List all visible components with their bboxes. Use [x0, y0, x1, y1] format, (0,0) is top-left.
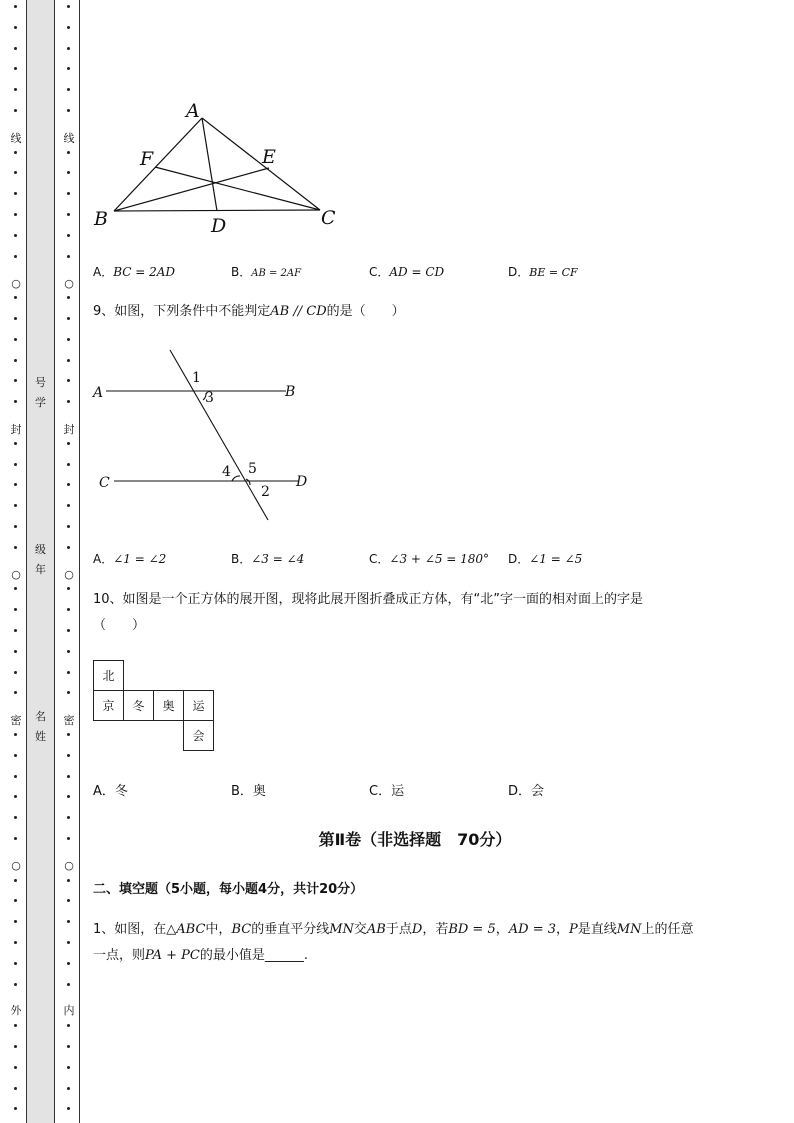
line-label: A: [93, 385, 104, 401]
binding-dot: [14, 379, 17, 382]
q8-option-a[interactable]: A．BC = 2AD: [93, 265, 176, 279]
binding-dot: [67, 359, 70, 362]
binding-dot: [67, 1045, 70, 1048]
binding-dot: [14, 691, 17, 694]
binding-dot: [14, 109, 17, 112]
net-cell: 京: [94, 691, 124, 721]
option-expr: BC = 2AD: [113, 265, 176, 279]
binding-dot: [14, 151, 17, 154]
part2-title: 第Ⅱ卷（非选择题 70分）: [318, 830, 512, 849]
binding-dot: [67, 192, 70, 195]
net-cell: 冬: [124, 691, 154, 721]
binding-dot: [14, 88, 17, 91]
binding-dot: [14, 483, 17, 486]
right-glyph: ○: [64, 859, 74, 872]
binding-dot: [14, 816, 17, 819]
binding-dot: [14, 962, 17, 965]
right-glyph: 密: [63, 714, 75, 727]
binding-dot: [67, 816, 70, 819]
binding-dot: [67, 629, 70, 632]
q8-option-b[interactable]: B．AB = 2AF: [231, 265, 302, 279]
left-glyph: ○: [11, 568, 21, 581]
binding-dot: [14, 775, 17, 778]
option-expr: ∠3 = ∠4: [251, 552, 305, 566]
binding-dot: [14, 1066, 17, 1069]
binding-dot: [67, 400, 70, 403]
q10-option-d[interactable]: D．会: [508, 784, 545, 799]
q10-line1: 10、如图是一个正方体的展开图，现将此展开图折叠成正方体，有“北”字一面的相对面上的字是: [93, 592, 644, 607]
cube-net: [93, 660, 214, 751]
binding-dot: [14, 1087, 17, 1090]
binding-dot: [67, 879, 70, 882]
binding-dot: [67, 1107, 70, 1110]
binding-dot: [14, 463, 17, 466]
binding-dot: [14, 525, 17, 528]
option-expr: AD = CD: [389, 265, 445, 279]
binding-dot: [14, 1107, 17, 1110]
binding-dot: [14, 338, 17, 341]
line-label: C: [99, 475, 110, 491]
binding-dot: [67, 546, 70, 549]
point-label: E: [262, 146, 276, 168]
q9-option-c[interactable]: C．∠3 + ∠5 = 180°: [369, 552, 490, 566]
binding-dot: [67, 109, 70, 112]
binding-dot: [67, 234, 70, 237]
left-glyph: ○: [11, 277, 21, 290]
binding-dot: [67, 67, 70, 70]
strip-label: 名: [35, 710, 46, 723]
binding-dot: [14, 359, 17, 362]
section2-heading: 二、填空题（5小题，每小题4分，共计20分）: [93, 882, 364, 897]
answer-blank[interactable]: 的最小值是______.: [199, 948, 308, 963]
binding-dot: [67, 338, 70, 341]
binding-dot: [67, 671, 70, 674]
triangle-figure: [88, 95, 348, 240]
line-label: D: [296, 474, 308, 490]
binding-dot: [67, 26, 70, 29]
binding-dot: [67, 463, 70, 466]
binding-dot: [14, 1045, 17, 1048]
left-glyph: 封: [10, 423, 22, 436]
left-glyph: ○: [11, 859, 21, 872]
left-glyph: 密: [10, 714, 22, 727]
binding-dot: [67, 608, 70, 611]
binding-dot: [67, 691, 70, 694]
q9-option-a[interactable]: A．∠1 = ∠2: [93, 552, 167, 566]
margin-rule: [79, 0, 80, 1123]
binding-dot: [67, 775, 70, 778]
binding-dot: [67, 171, 70, 174]
net-cell: 运: [184, 691, 214, 721]
binding-dot: [67, 795, 70, 798]
binding-dot: [67, 733, 70, 736]
right-glyph: ○: [64, 277, 74, 290]
binding-dot: [67, 920, 70, 923]
binding-dot: [14, 920, 17, 923]
point-label: F: [140, 148, 154, 170]
binding-dot: [14, 255, 17, 258]
binding-dot: [14, 546, 17, 549]
net-cell: 奥: [154, 691, 184, 721]
q9-expr: AB // CD: [270, 304, 327, 319]
option-expr: BE = CF: [529, 266, 578, 279]
binding-dot: [67, 47, 70, 50]
left-binding-dots: [10, 0, 22, 1123]
binding-dot: [14, 192, 17, 195]
binding-dot: [67, 941, 70, 944]
q8-option-c[interactable]: C．AD = CD: [369, 265, 445, 279]
binding-dot: [14, 171, 17, 174]
binding-dot: [67, 525, 70, 528]
q9-option-b[interactable]: B．∠3 = ∠4: [231, 552, 305, 566]
q10-stem: [93, 587, 743, 639]
q10-option-c[interactable]: C．运: [369, 784, 405, 799]
strip-label: 学: [35, 396, 46, 409]
binding-dot: [14, 400, 17, 403]
binding-dot: [67, 213, 70, 216]
student-info-strip: [26, 0, 55, 1123]
binding-dot: [67, 317, 70, 320]
angle-label: 1: [192, 370, 201, 386]
binding-dot: [14, 879, 17, 882]
binding-dot: [67, 587, 70, 590]
vertex-label: A: [186, 100, 200, 122]
angle-label: 4: [222, 464, 231, 480]
binding-dot: [14, 795, 17, 798]
q9-stem: 9、如图，下列条件中不能判定AB // CD的是（ ）: [93, 304, 405, 319]
fill-question-1: 1、如图，在△ABC中，BC的垂直平分线MN交AB于点D，若BD = 5，AD = 3，P是直线MN上的任意 一点，则PA + PC的最小值是______.: [93, 922, 694, 963]
binding-dot: [14, 733, 17, 736]
binding-dot: [67, 1087, 70, 1090]
binding-dot: [14, 1024, 17, 1027]
binding-dot: [14, 941, 17, 944]
q10-option-b[interactable]: B．奥: [231, 784, 266, 799]
binding-dot: [67, 442, 70, 445]
right-glyph: 内: [63, 1004, 75, 1017]
binding-dot: [14, 899, 17, 902]
q8-option-d[interactable]: D．BE = CF: [508, 265, 578, 279]
angle-label: 3: [205, 390, 214, 406]
right-glyph: 封: [63, 423, 75, 436]
binding-dot: [14, 317, 17, 320]
binding-dot: [67, 754, 70, 757]
binding-dot: [14, 213, 17, 216]
binding-dot: [14, 442, 17, 445]
angle-label: 5: [248, 461, 257, 477]
q9-option-d[interactable]: D．∠1 = ∠5: [508, 552, 583, 566]
binding-dot: [14, 504, 17, 507]
q10-option-a[interactable]: A．冬: [93, 784, 128, 799]
option-expr: ∠3 + ∠5 = 180°: [389, 552, 490, 566]
binding-dot: [67, 379, 70, 382]
left-glyph: 线: [10, 132, 22, 145]
binding-dot: [14, 754, 17, 757]
binding-dot: [14, 650, 17, 653]
binding-dot: [67, 504, 70, 507]
right-glyph: 线: [63, 132, 75, 145]
parallel-lines-figure: [90, 345, 320, 525]
binding-dot: [14, 26, 17, 29]
right-glyph: ○: [64, 568, 74, 581]
strip-label: 年: [35, 563, 46, 576]
binding-dot: [67, 650, 70, 653]
binding-dot: [67, 5, 70, 8]
option-expr: AB = 2AF: [251, 268, 302, 279]
strip-label: 级: [35, 543, 46, 556]
binding-dot: [67, 983, 70, 986]
binding-dot: [67, 483, 70, 486]
binding-dot: [67, 151, 70, 154]
binding-dot: [14, 5, 17, 8]
binding-dot: [67, 962, 70, 965]
binding-dot: [14, 67, 17, 70]
left-glyph: 外: [10, 1004, 22, 1017]
binding-dot: [14, 587, 17, 590]
binding-dot: [14, 983, 17, 986]
binding-dot: [14, 629, 17, 632]
binding-dot: [14, 234, 17, 237]
line-label: B: [285, 384, 296, 400]
binding-dot: [14, 671, 17, 674]
q10-line2: （ ）: [93, 618, 146, 633]
binding-dot: [14, 47, 17, 50]
strip-label: 姓: [35, 730, 46, 743]
binding-dot: [14, 608, 17, 611]
binding-dot: [67, 899, 70, 902]
net-cell: 会: [184, 721, 214, 751]
binding-dot: [67, 255, 70, 258]
binding-dot: [67, 1066, 70, 1069]
vertex-label: C: [321, 207, 336, 229]
option-expr: ∠1 = ∠2: [113, 552, 167, 566]
strip-label: 号: [35, 376, 46, 389]
binding-dot: [67, 1024, 70, 1027]
vertex-label: B: [94, 208, 108, 230]
net-cell: 北: [94, 661, 124, 691]
angle-label: 2: [261, 484, 270, 500]
binding-dot: [67, 88, 70, 91]
binding-dot: [67, 296, 70, 299]
point-label: D: [211, 215, 227, 237]
option-expr: ∠1 = ∠5: [529, 552, 583, 566]
binding-dot: [14, 296, 17, 299]
right-binding-dots: [63, 0, 75, 1123]
